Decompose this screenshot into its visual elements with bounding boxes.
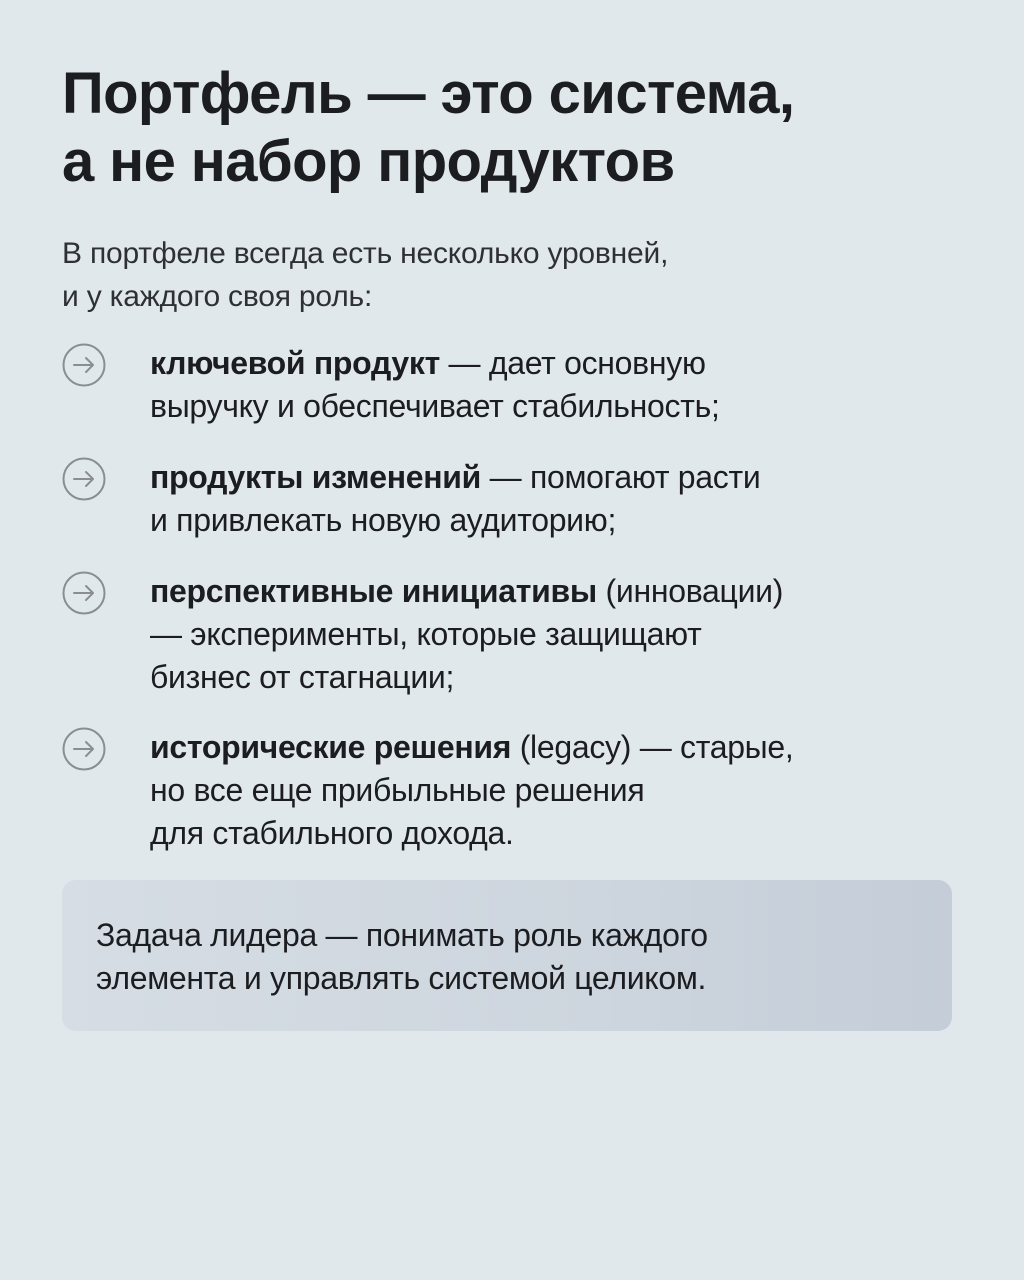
- arrow-right-circle-icon: [62, 343, 106, 387]
- arrow-right-circle-icon: [62, 727, 106, 771]
- list-item-text: [150, 570, 950, 699]
- list-item-bold: продукты изменений: [150, 459, 482, 495]
- title-line-1: Портфель — это система,: [62, 61, 795, 126]
- callout-line-1: Задача лидера — понимать роль каждого: [96, 917, 708, 953]
- list-item-bold: перспективные инициативы: [150, 573, 597, 609]
- intro-line-1: В портфеле всегда есть несколько уровней,: [62, 237, 669, 270]
- list-item-rest: — помогают расти: [481, 459, 761, 495]
- arrow-right-circle-icon: [62, 457, 106, 501]
- leader-task-callout: [62, 880, 952, 1031]
- list-item-bold: ключевой продукт: [150, 345, 440, 381]
- list-item-bold: исторические решения: [150, 729, 512, 765]
- list-item-line-2: выручку и обеспечивает стабильность;: [150, 388, 720, 424]
- list-item-text: [150, 726, 950, 855]
- list-item-line-3: бизнес от стагнации;: [150, 659, 455, 695]
- list-item-text: [150, 456, 950, 542]
- list-item-line-2: и привлекать новую аудиторию;: [150, 502, 617, 538]
- list-item-text: [150, 342, 950, 428]
- list-item-line-2: — эксперименты, которые защищают: [150, 616, 702, 652]
- arrow-right-circle-icon: [62, 571, 106, 615]
- list-item-line-3: для стабильного дохода.: [150, 815, 514, 851]
- callout-line-2: элемента и управлять системой целиком.: [96, 960, 707, 996]
- list-item-line-2: но все еще прибыльные решения: [150, 772, 645, 808]
- list-item-rest: (legacy) — старые,: [511, 729, 794, 765]
- intro-line-2: и у каждого своя роль:: [62, 280, 373, 313]
- page-title: [62, 60, 962, 196]
- list-item-rest: (инновации): [596, 573, 784, 609]
- title-line-2: а не набор продуктов: [62, 129, 675, 194]
- list-item-rest: — дает основную: [439, 345, 706, 381]
- intro-text: [62, 232, 962, 318]
